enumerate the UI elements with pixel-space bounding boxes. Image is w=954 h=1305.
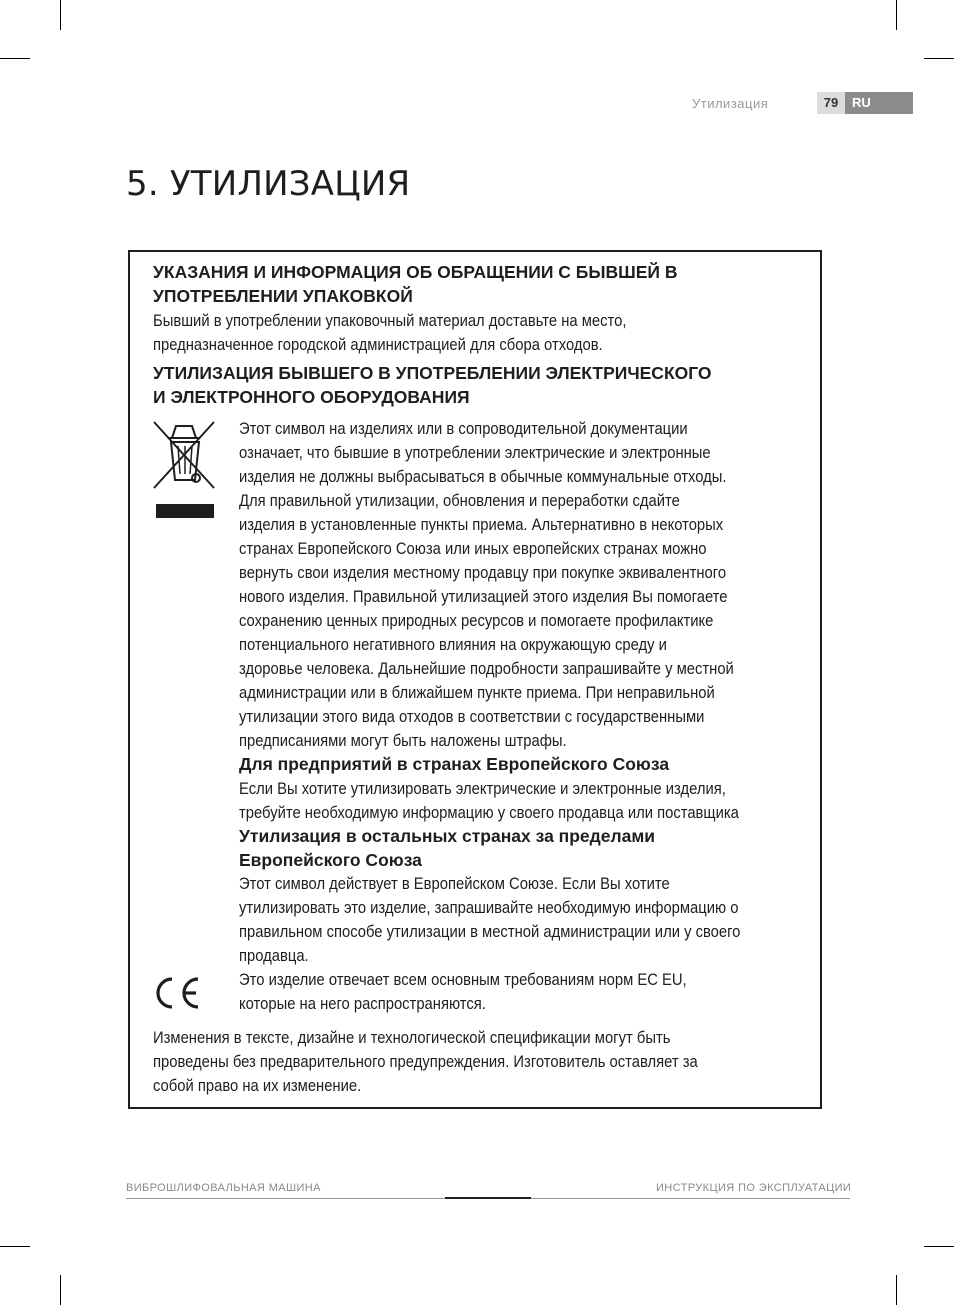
weee-text: предписаниями могут быть наложены штрафы. — [239, 731, 567, 750]
page-title: 5. УТИЛИЗАЦИЯ — [126, 164, 411, 204]
packaging-heading: УПОТРЕБЛЕНИИ УПАКОВКОЙ — [153, 286, 413, 306]
packaging-text: Бывший в употреблении упаковочный материал доставьте на место, — [153, 311, 627, 330]
weee-text: вернуть свои изделия местному продавцу при покупке эквивалентного — [239, 563, 727, 582]
crop-mark — [0, 58, 30, 59]
weee-text: потенциального негативного влияния на окружающую среду и — [239, 635, 667, 654]
non-eu-text: Этот символ действует в Европейском Союзе. Если Вы хотите — [239, 874, 670, 893]
weee-text: изделия в установленные пункты приема. Альтернативно в некоторых — [239, 515, 724, 534]
weee-text: изделия не должны выбрасываться в обычные коммунальные отходы. — [239, 467, 727, 486]
weee-text: нового изделия. Правильной утилизацией этого изделия Вы помогаете — [239, 587, 728, 606]
crop-mark — [0, 1246, 30, 1247]
disclaimer-text: собой право на их изменение. — [153, 1076, 362, 1095]
page-number-badge: 79 — [817, 92, 845, 114]
footer-document-name: ИНСТРУКЦИЯ ПО ЭКСПЛУАТАЦИИ — [656, 1182, 852, 1194]
crop-mark — [924, 58, 954, 59]
eu-business-text: требуйте необходимую информацию у своего продавца или поставщика — [239, 803, 739, 822]
eu-business-heading: Для предприятий в странах Европейского Союза — [239, 754, 670, 774]
footer-divider-accent — [445, 1197, 531, 1199]
packaging-text: предназначенное городской администрацией для сбора отходов. — [153, 335, 603, 354]
non-eu-heading: Утилизация в остальных странах за пределами — [239, 826, 656, 846]
weee-text: Этот символ на изделиях или в сопроводительной документации — [239, 419, 688, 438]
crop-mark — [60, 1275, 61, 1305]
crop-mark — [60, 0, 61, 30]
weee-text: утилизации этого вида отходов в соответствии с государственными — [239, 707, 705, 726]
weee-text: означает, что бывшие в употреблении электрические и электронные — [239, 443, 711, 462]
non-eu-heading: Европейского Союза — [239, 850, 422, 870]
eu-business-text: Если Вы хотите утилизировать электрические и электронные изделия, — [239, 779, 726, 798]
crop-mark — [896, 1275, 897, 1305]
packaging-heading: УКАЗАНИЯ И ИНФОРМАЦИЯ ОБ ОБРАЩЕНИИ С БЫВШЕЙ В — [153, 262, 678, 282]
ce-text: Это изделие отвечает всем основным требованиям норм ЕС EU, — [239, 970, 687, 989]
language-badge: RU — [845, 92, 913, 114]
crossed-out-wheelie-bin-icon — [152, 418, 216, 525]
weee-heading: И ЭЛЕКТРОННОГО ОБОРУДОВАНИЯ — [153, 387, 470, 407]
footer-product-name: ВИБРОШЛИФОВАЛЬНАЯ МАШИНА — [126, 1182, 321, 1194]
crop-mark — [896, 0, 897, 30]
weee-text: странах Европейского Союза или иных европейских странах можно — [239, 539, 707, 558]
weee-text: администрации или в ближайшем пункте приема. При неправильной — [239, 683, 715, 702]
footer-divider — [531, 1198, 850, 1199]
weee-text: здоровье человека. Дальнейшие подробности запрашивайте у местной — [239, 659, 734, 678]
weee-text: Для правильной утилизации, обновления и переработки сдайте — [239, 491, 680, 510]
crop-mark — [924, 1246, 954, 1247]
non-eu-text: утилизировать это изделие, запрашивайте необходимую информацию о — [239, 898, 739, 917]
non-eu-text: правильном способе утилизации в местной администрации или у своего — [239, 922, 741, 941]
footer-divider — [126, 1198, 445, 1199]
ce-text: которые на него распространяются. — [239, 994, 486, 1013]
disclaimer-text: Изменения в тексте, дизайне и технологической спецификации могут быть — [153, 1028, 671, 1047]
disclaimer-text: проведены без предварительного предупреждения. Изготовитель оставляет за — [153, 1052, 698, 1071]
non-eu-text: продавца. — [239, 946, 309, 965]
weee-heading: УТИЛИЗАЦИЯ БЫВШЕГО В УПОТРЕБЛЕНИИ ЭЛЕКТРИЧЕСКОГО — [153, 363, 712, 383]
ce-mark-icon — [152, 975, 202, 1016]
header-section-title: Утилизация — [692, 96, 769, 111]
weee-text: сохранению ценных природных ресурсов и помогаете профилактике — [239, 611, 714, 630]
